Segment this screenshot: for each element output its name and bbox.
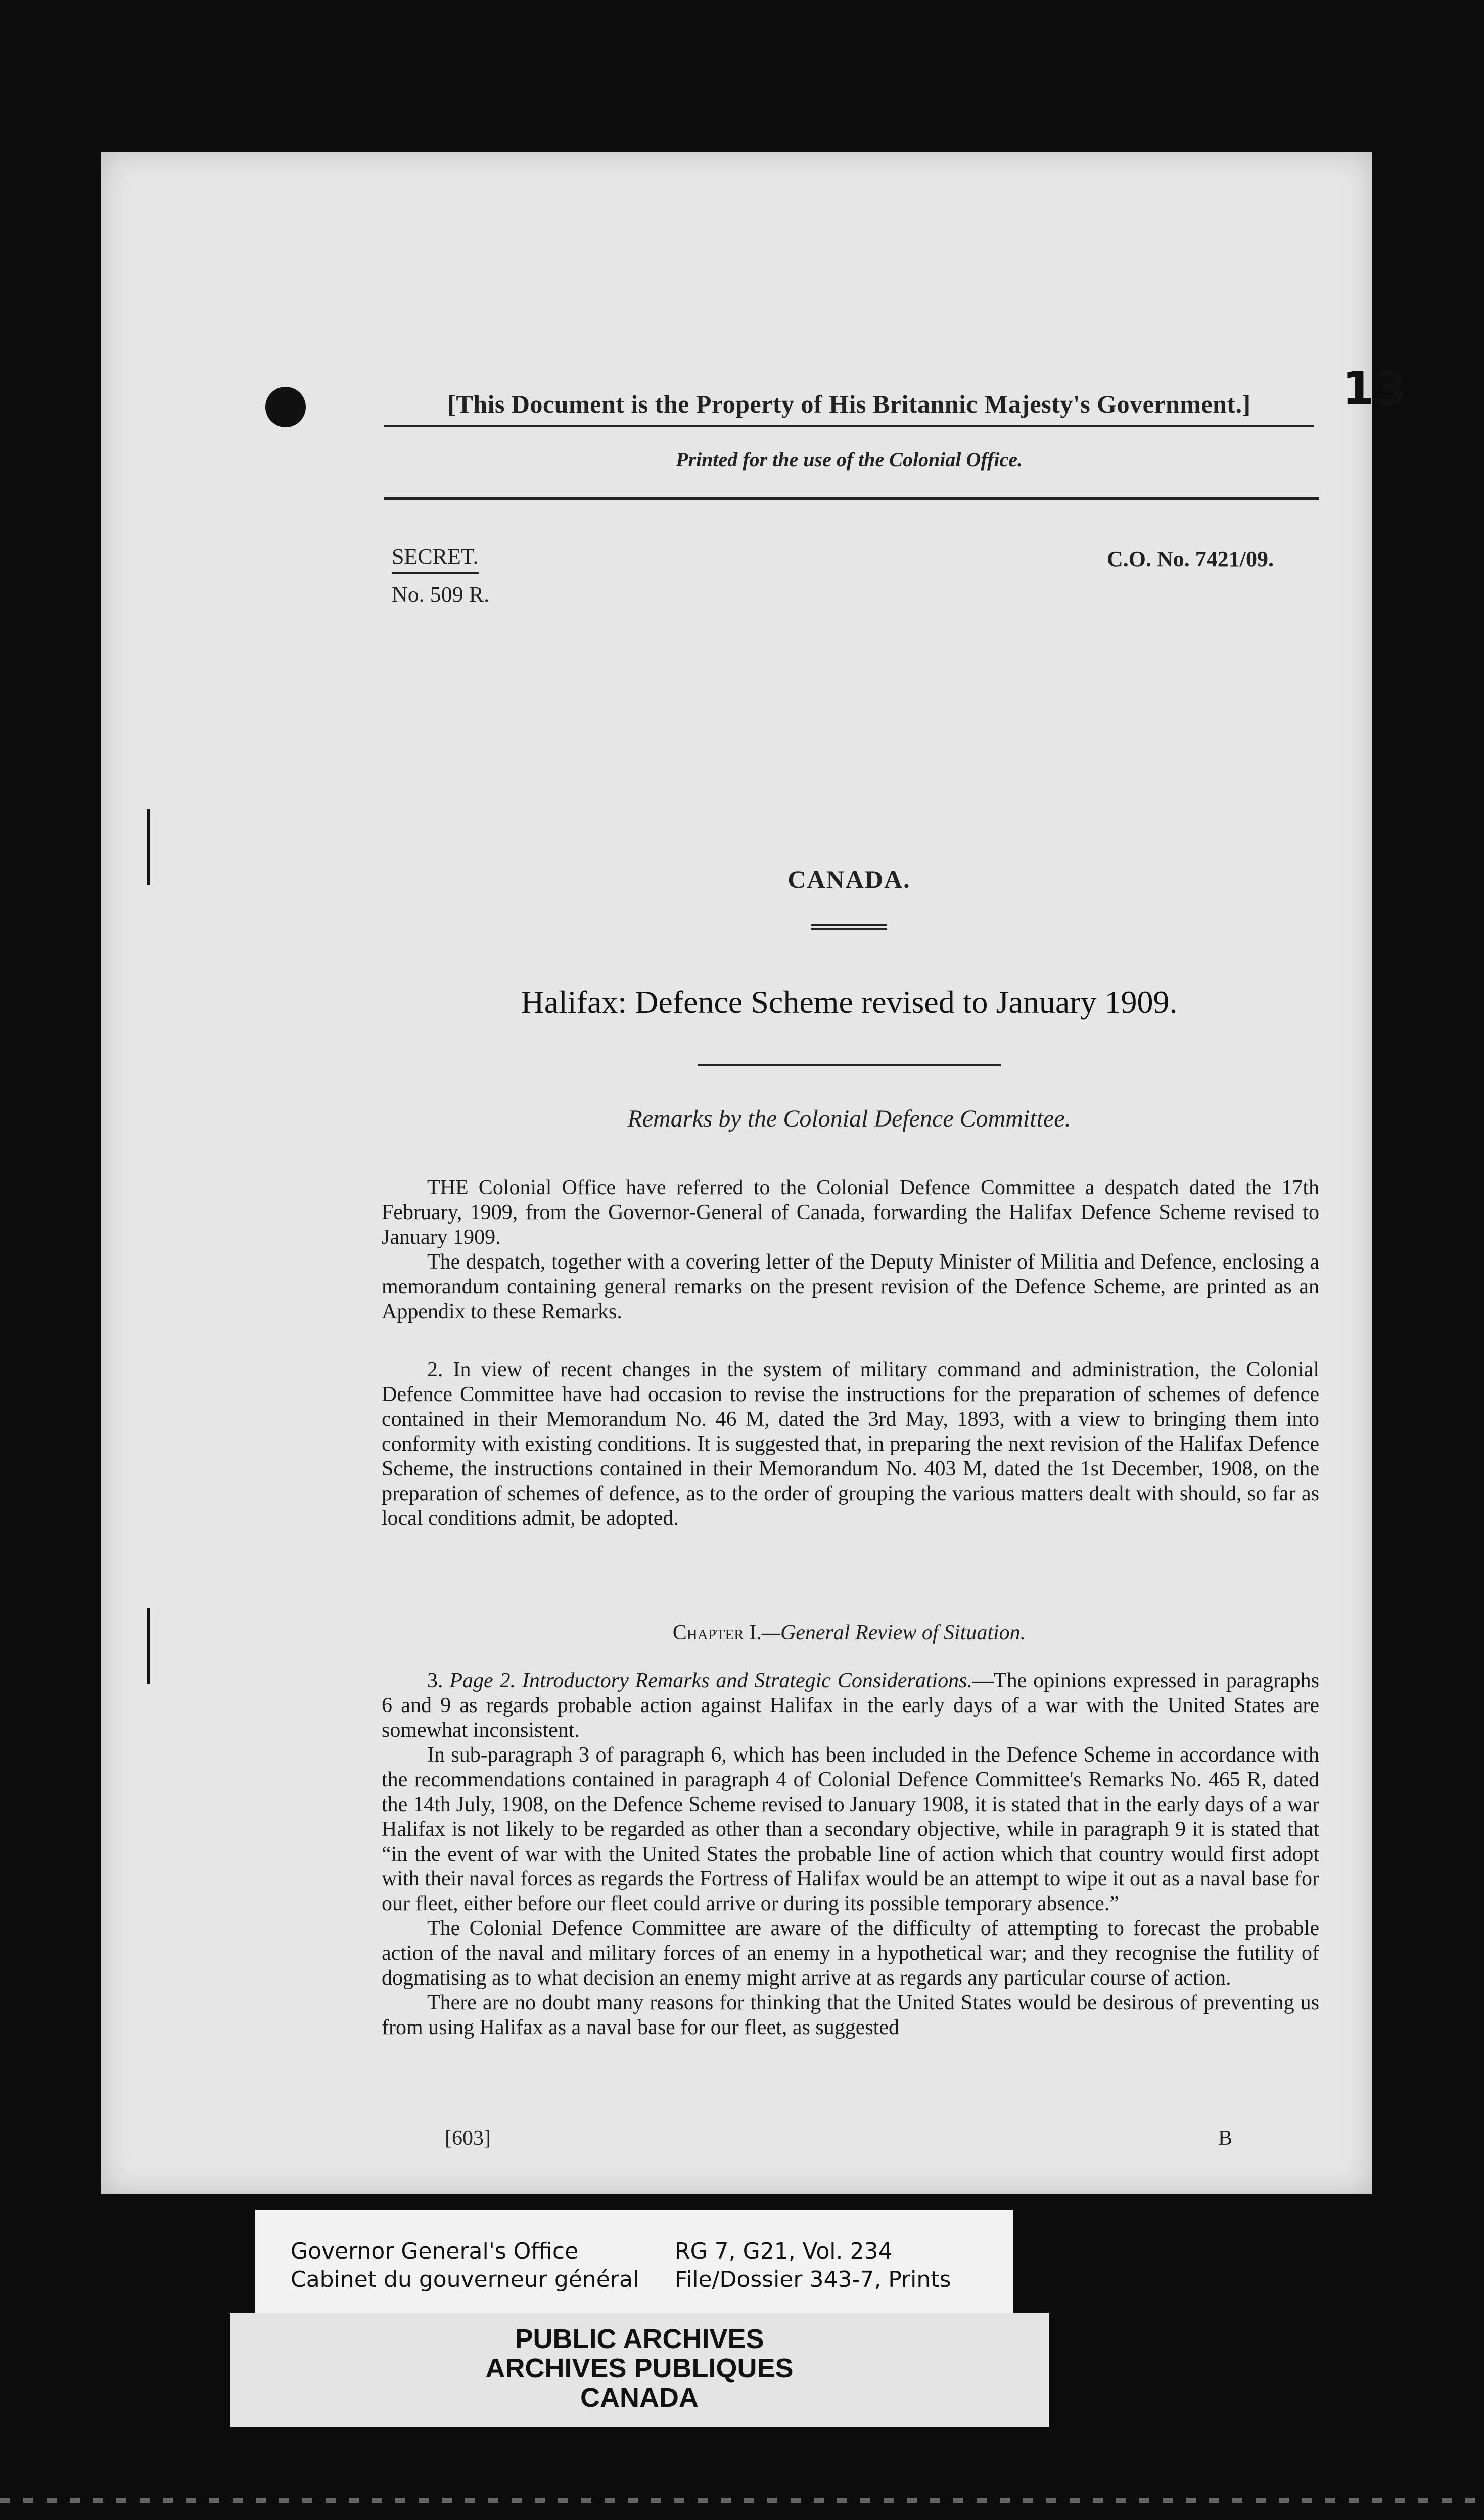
paragraph: There are no doubt many reasons for thinking that the United States would be desirous of preventing us from using Halifax as a naval base for our fleet, as suggested	[382, 1991, 1319, 2039]
section-heading: Introductory Remarks and Strategic Considerations.	[522, 1669, 973, 1692]
paragraph: 2. In view of recent changes in the system of military command and administration, the Colonial Defence Committee have had occasion to revise the instructions for the preparation of schemes of defence contained in their Memorandum No. 46 M, dated the 3rd May, 1893, with a view to bringing them into conformity with existing conditions. It is suggested that, in preparing the next revision of the Halifax Defence Scheme, the instructions contained in their Memorandum No. 403 M, dated the 1st December, 1908, on the preparation of schemes of defence, as to the order of grouping the various matters dealt with should, so far as local conditions admit, be adopted.	[382, 1358, 1319, 1530]
file-number: File/Dossier 343-7, Prints	[675, 2267, 951, 2292]
header-divider	[384, 497, 1319, 500]
subtitle: Remarks by the Colonial Defence Committee.	[627, 1105, 1071, 1132]
document-page	[101, 152, 1407, 2194]
handwritten-page-number: 13	[1342, 362, 1407, 416]
section-lead-text: —The opinions expressed in paragraphs 6 and 9 as regards probable action against Halifax in the early days of a war with the United States are somewhat inconsistent.	[382, 1669, 1320, 1742]
secret-label: SECRET.	[392, 544, 479, 574]
stamp-line-1: PUBLIC ARCHIVES	[515, 2324, 764, 2354]
chapter-title: —General Review of Situation.	[761, 1621, 1026, 1644]
co-number: C.O. No. 7421/09.	[1107, 547, 1274, 571]
paragraph: The despatch, together with a covering letter of the Deputy Minister of Militia and Defence, enclosing a memorandum containing general remarks on the present revision of the Defence Scheme, are printed as an Appendix to these Remarks.	[382, 1250, 1319, 1323]
office-french: Cabinet du gouverneur général	[291, 2267, 639, 2292]
intro-section	[382, 1176, 1319, 1324]
country-underline-second	[811, 928, 887, 930]
section-number: 3.	[427, 1669, 443, 1692]
chapter-number: Chapter I.	[672, 1621, 762, 1644]
property-notice: [This Document is the Property of His Britannic Majesty's Government.]	[447, 390, 1251, 418]
stamp-line-2: ARCHIVES PUBLIQUES	[485, 2353, 794, 2383]
archive-office	[291, 2237, 639, 2294]
printed-for-line: Printed for the use of the Colonial Office.	[676, 448, 1023, 471]
punch-hole	[265, 387, 306, 427]
page-reference: Page 2.	[449, 1669, 516, 1692]
archive-stamp	[230, 2313, 1049, 2427]
paragraph: THE Colonial Office have referred to the Colonial Defence Committee a despatch dated the 17th February, 1909, from the Governor-General of Canada, forwarding the Halifax Defence Scheme revised to January 1909.	[382, 1176, 1319, 1249]
section-2	[382, 1358, 1319, 1531]
printer-signature: [603]	[445, 2127, 491, 2150]
record-group: RG 7, G21, Vol. 234	[675, 2238, 893, 2264]
paragraph: The Colonial Defence Committee are aware of the difficulty of attempting to forecast the probable action of the naval and military forces of an enemy in a hypothetical war; and they recognise the futility of dogmatising as to what decision an enemy might arrive at as regards any particular course of action.	[382, 1917, 1319, 1990]
paragraph: In sub-paragraph 3 of paragraph 6, which has been included in the Defence Scheme in accordance with the recommendations contained in paragraph 4 of Colonial Defence Committee's Remarks No. 465 R, dated the 14th July, 1908, on the Defence Scheme revised to January 1908, it is stated that in the early days of a war Halifax is not likely to be regarded as other than a secondary objective, while in paragraph 9 it is stated that “in the event of war with the United States the probable line of action which that country would first adopt with their naval forces as regards the Fortress of Halifax would be an attempt to wipe it out as a naval base for our fleet, either before our fleet could arrive or during its possible temporary absence.”	[382, 1743, 1319, 1915]
paragraph	[382, 1669, 1319, 1743]
country-heading: CANADA.	[787, 865, 911, 893]
document-number: No. 509 R.	[392, 582, 490, 607]
section-3	[382, 1669, 1319, 2040]
country-underline	[811, 924, 887, 926]
secret-block	[392, 544, 489, 607]
film-edge-mark	[147, 809, 150, 885]
film-edge-mark	[147, 1608, 150, 1684]
chapter-heading	[384, 1621, 1314, 1645]
archive-reference	[675, 2237, 951, 2294]
office-english: Governor General's Office	[291, 2238, 579, 2264]
title-rule	[698, 1064, 1001, 1066]
page-title: Halifax: Defence Scheme revised to January 1909.	[521, 984, 1178, 1020]
header-rule	[384, 425, 1314, 427]
stamp-line-3: CANADA	[580, 2382, 699, 2413]
sheet-letter: B	[1218, 2127, 1233, 2150]
film-strip-edge	[0, 2498, 1484, 2503]
archive-label	[255, 2210, 1013, 2313]
